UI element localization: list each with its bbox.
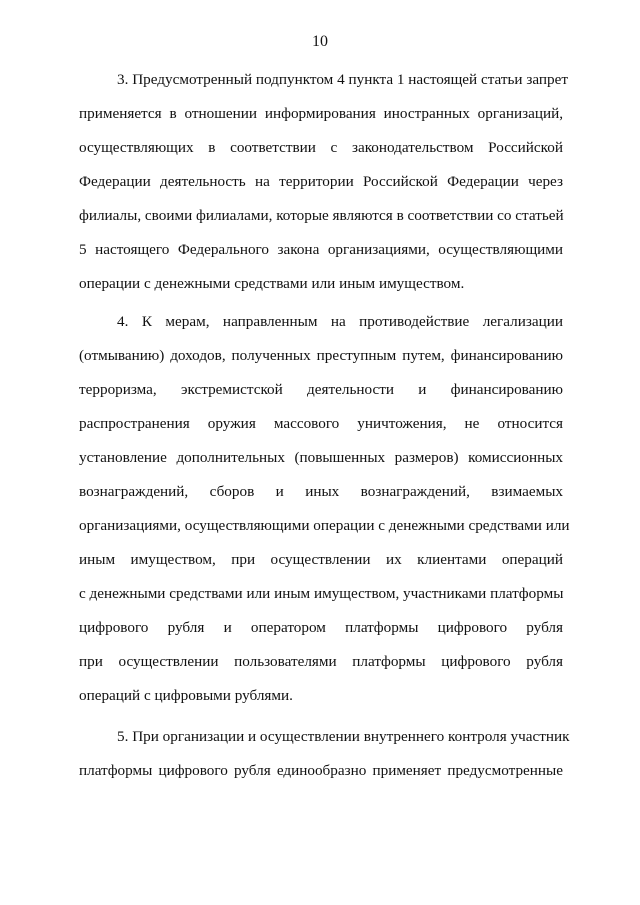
text-line: филиалы, своими филиалами, которые являются в соответствии со статьей (79, 207, 564, 224)
text-line: 5 настоящего Федерального закона организациями, осуществляющими (79, 241, 563, 258)
text-line: установление дополнительных (повышенных размеров) комиссионных (79, 449, 563, 466)
text-line: (отмыванию) доходов, полученных преступным путем, финансированию (79, 347, 563, 364)
text-line: организациями, осуществляющими операции с денежными средствами или (79, 517, 570, 534)
text-line: платформы цифрового рубля единообразно применяет предусмотренные (79, 762, 563, 779)
text-line: иным имуществом, при осуществлении их клиентами операций (79, 551, 563, 568)
text-line: с денежными средствами или иным имуществом, участниками платформы (79, 585, 564, 602)
text-line: осуществляющих в соответствии с законодательством Российской (79, 139, 563, 156)
text-line: операции с денежными средствами или иным имуществом. (79, 275, 465, 292)
text-line: распространения оружия массового уничтожения, не относится (79, 415, 563, 432)
page-number: 10 (312, 33, 328, 50)
text-line: цифрового рубля и оператором платформы цифрового рубля (79, 619, 563, 636)
text-line: 5. При организации и осуществлении внутреннего контроля участник (117, 728, 570, 745)
text-line: терроризма, экстремистской деятельности и финансированию (79, 381, 563, 398)
text-line: при осуществлении пользователями платформы цифрового рубля (79, 653, 563, 670)
paragraph-5 (79, 720, 570, 788)
text-line: применяется в отношении информирования иностранных организаций, (79, 105, 563, 122)
text-line: 4. К мерам, направленным на противодействие легализации (117, 313, 563, 330)
paragraph-3 (79, 63, 568, 301)
paragraph-4 (79, 305, 570, 713)
text-line: операций с цифровыми рублями. (79, 687, 293, 704)
text-line: 3. Предусмотренный подпунктом 4 пункта 1 настоящей статьи запрет (117, 71, 568, 88)
text-line: вознаграждений, сборов и иных вознаграждений, взимаемых (79, 483, 563, 500)
text-line: Федерации деятельность на территории Российской Федерации через (79, 173, 563, 190)
